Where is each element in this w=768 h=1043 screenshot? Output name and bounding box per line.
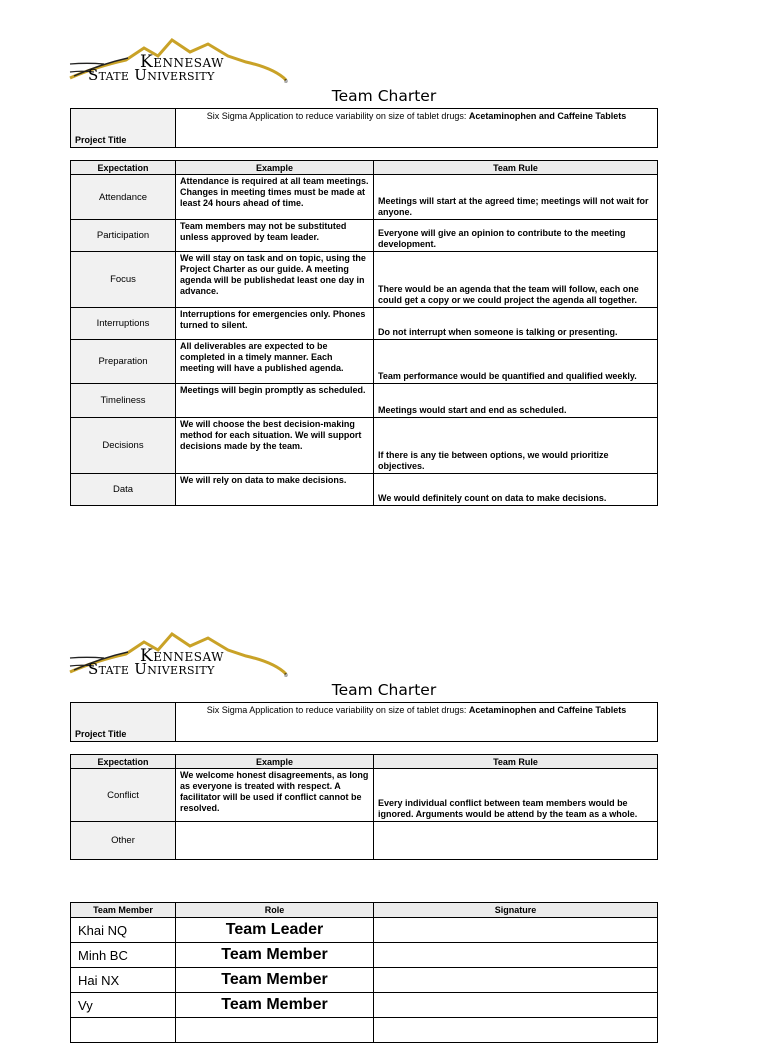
member-role: Team Member: [176, 943, 374, 968]
expectation-cell: Conflict: [71, 769, 176, 822]
team-rule-cell: Everyone will give an opinion to contribute to the meeting development.: [374, 220, 658, 252]
member-role: Team Member: [176, 968, 374, 993]
expectation-cell: Data: [71, 474, 176, 506]
member-name: Minh BC: [71, 943, 176, 968]
example-cell: Interruptions for emergencies only. Phones turned to silent.: [176, 308, 374, 340]
member-name: Vy: [71, 993, 176, 1018]
team-rule-cell: Team performance would be quantified and qualified weekly.: [374, 340, 658, 384]
example-cell: We will rely on data to make decisions.: [176, 474, 374, 506]
header-team-rule: Team Rule: [374, 755, 658, 769]
header-team-member: Team Member: [71, 903, 176, 918]
header-expectation: Expectation: [71, 161, 176, 175]
table-row: [71, 175, 658, 220]
member-role: Team Member: [176, 993, 374, 1018]
project-title-table: [70, 702, 658, 742]
project-title-value: Six Sigma Application to reduce variability on size of tablet drugs: Acetaminophen and Caffeine Tablets: [176, 703, 658, 742]
table-row: [71, 220, 658, 252]
table-row: [71, 993, 658, 1018]
expectation-cell: Other: [71, 822, 176, 860]
expectations-table: [70, 160, 658, 506]
team-members-table: [70, 902, 658, 1043]
member-role: Team Leader: [176, 918, 374, 943]
logo-line-2: State University: [88, 66, 215, 84]
table-row: [71, 340, 658, 384]
page-title: Team Charter: [331, 87, 437, 105]
logo-line-2: State University: [88, 660, 215, 678]
table-row: [71, 474, 658, 506]
team-rule-cell: Every individual conflict between team members would be ignored. Arguments would be attend by the team as a whole.: [374, 769, 658, 822]
header-expectation: Expectation: [71, 755, 176, 769]
member-signature: [374, 993, 658, 1018]
logo-line-1: Kennesaw: [140, 646, 224, 666]
table-row: [71, 252, 658, 308]
team-rule-cell: Do not interrupt when someone is talking or presenting.: [374, 308, 658, 340]
team-rule-cell: We would definitely count on data to make decisions.: [374, 474, 658, 506]
table-row: [71, 384, 658, 418]
header-example: Example: [176, 161, 374, 175]
header-role: Role: [176, 903, 374, 918]
page-title: Team Charter: [331, 681, 437, 699]
table-row: [71, 943, 658, 968]
project-title-table: [70, 108, 658, 148]
logo-registered-mark: ®: [284, 79, 288, 85]
table-row: [71, 418, 658, 474]
expectation-cell: Timeliness: [71, 384, 176, 418]
table-row: [71, 308, 658, 340]
example-cell: Meetings will begin promptly as scheduled.: [176, 384, 374, 418]
header-example: Example: [176, 755, 374, 769]
expectation-cell: Interruptions: [71, 308, 176, 340]
member-name: [71, 1018, 176, 1043]
expectation-cell: Preparation: [71, 340, 176, 384]
table-row: [71, 822, 658, 860]
example-cell: We will choose the best decision-making method for each situation. We will support decisions made by the team.: [176, 418, 374, 474]
logo-registered-mark: ®: [284, 673, 288, 679]
example-cell: Attendance is required at all team meetings. Changes in meeting times must be made at least 24 hours ahead of time.: [176, 175, 374, 220]
project-title-label: Project Title: [71, 703, 176, 742]
member-signature: [374, 968, 658, 993]
expectation-cell: Attendance: [71, 175, 176, 220]
project-title-label: Project Title: [71, 109, 176, 148]
team-rule-cell: If there is any tie between options, we would prioritize objectives.: [374, 418, 658, 474]
member-name: Khai NQ: [71, 918, 176, 943]
team-rule-cell: [374, 822, 658, 860]
member-signature: [374, 1018, 658, 1043]
example-cell: We welcome honest disagreements, as long as everyone is treated with respect. A facilitator will be used if conflict cannot be resolved.: [176, 769, 374, 822]
example-cell: Team members may not be substituted unless approved by team leader.: [176, 220, 374, 252]
expectation-cell: Participation: [71, 220, 176, 252]
member-signature: [374, 918, 658, 943]
example-cell: [176, 822, 374, 860]
project-title-value: Six Sigma Application to reduce variability on size of tablet drugs: Acetaminophen and Caffeine Tablets: [176, 109, 658, 148]
table-row: [71, 968, 658, 993]
table-row: [71, 1018, 658, 1043]
table-row: [71, 918, 658, 943]
member-role: [176, 1018, 374, 1043]
member-name: Hai NX: [71, 968, 176, 993]
table-row: [71, 769, 658, 822]
team-rule-cell: Meetings would start and end as scheduled.: [374, 384, 658, 418]
header-signature: Signature: [374, 903, 658, 918]
expectation-cell: Decisions: [71, 418, 176, 474]
expectations-table: [70, 754, 658, 860]
logo-line-1: Kennesaw: [140, 52, 224, 72]
member-signature: [374, 943, 658, 968]
header-team-rule: Team Rule: [374, 161, 658, 175]
team-rule-cell: There would be an agenda that the team will follow, each one could get a copy or we could project the agenda all together.: [374, 252, 658, 308]
example-cell: All deliverables are expected to be completed in a timely manner. Each meeting will have a published agenda.: [176, 340, 374, 384]
example-cell: We will stay on task and on topic, using the Project Charter as our guide. A meeting agenda will be publishedat least one day in advance.: [176, 252, 374, 308]
expectation-cell: Focus: [71, 252, 176, 308]
team-rule-cell: Meetings will start at the agreed time; meetings will not wait for anyone.: [374, 175, 658, 220]
